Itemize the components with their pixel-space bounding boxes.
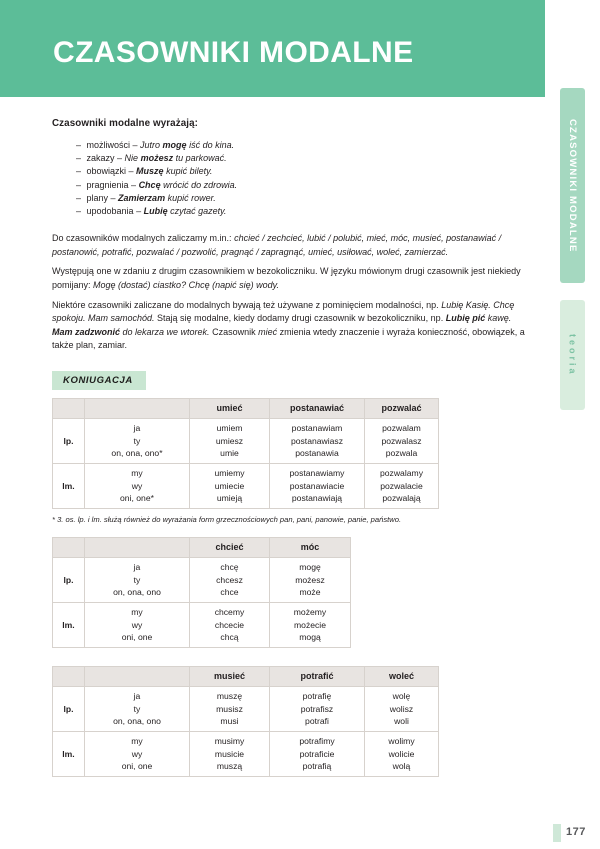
p1-lead: Do czasowników modalnych zaliczamy m.in.: [52,233,235,244]
dash-marker: – [76,192,82,203]
conjugation-cell [365,418,439,463]
pronoun: ty [133,435,141,446]
table-header-blank [85,666,190,686]
verb-form: pozwala [385,448,418,459]
p3-example-modal-1-rest: kawę. [485,313,512,324]
verb-form: pozwalamy [380,468,423,479]
verb-form: możemy [293,607,327,618]
verb-form: wolisz [389,703,414,714]
example-suffix: tu parkować. [173,153,227,164]
verb-form: może [299,587,321,598]
conjugation-cell [270,418,365,463]
verb-form: postanawiacie [289,480,345,491]
table-row [53,686,439,731]
page-title: CZASOWNIKI MODALNE [53,36,414,69]
verb-form: musimy [214,736,245,747]
conjugation-cell [190,463,270,508]
table-header-verb: potrafić [270,666,365,686]
table-row [53,731,439,776]
verb-form: wolą [392,761,411,772]
verb-form: umiem [216,423,243,434]
verb-form: pozwalacie [380,480,423,491]
conjugation-cell [190,686,270,731]
example-modal-verb: Chcę [138,179,161,190]
verb-form: postanawiamy [289,468,345,479]
paragraph-modality-notes [52,299,527,353]
example-modal-verb: Zamierzam [118,192,166,203]
example-suffix: wrócić do zdrowia. [160,179,238,190]
modal-usage-label: plany – [84,192,119,203]
pronoun: ty [133,574,141,585]
number-label-cell: lp. [53,557,85,602]
modal-usage-item [52,139,527,152]
number-label-cell: lp. [53,686,85,731]
pronoun: on, ona, ono [113,587,161,598]
conjugation-cell [190,418,270,463]
conjugation-cell [190,731,270,776]
pronoun: ty [133,703,141,714]
table-header-verb: postanawiać [270,398,365,418]
conjugation-cell [270,602,351,647]
main-content [52,118,527,795]
example-prefix: Jutro [140,140,163,150]
conjugation-cell [270,731,365,776]
pronoun: my [131,736,143,747]
pronoun: my [131,468,143,479]
sidebar-tab-section[interactable] [560,300,585,410]
pronoun: my [131,607,143,618]
conjugation-cell [190,557,270,602]
table-row [53,463,439,508]
verb-form: musisz [216,703,243,714]
conjugation-cell [365,731,439,776]
verb-form: umie [220,448,239,459]
table-chciec [52,537,351,648]
conjugation-tables [52,398,527,795]
conjugation-cell [365,686,439,731]
p3-mid: Stają się modalne, kiedy dodamy drugi czasownik w bezokoliczniku, np. [154,313,446,324]
pronoun: on, ona, ono* [111,448,163,459]
example-modal-verb: Lubię [143,206,168,217]
verb-form: możesz [295,574,325,585]
p3-example-modal-2: Mam zadzwonić [52,326,121,337]
table-header-blank [53,398,85,418]
table-header-row [53,666,439,686]
verb-form: potraficie [299,748,335,759]
verb-form: muszę [216,691,243,702]
verb-form: chcą [220,632,239,643]
verb-form: postanawiają [291,493,343,504]
p1-verb-list: chcieć / zechcieć, lubić / polubić, mieć, móc, musieć, postanawiać / postanowić, potrafić, pozwalać / pozwolić, pragnąć / zapragnąć, umieć, usiłować, woleć, zamierzać. [52,233,502,257]
verb-form: potrafię [302,691,332,702]
pronoun-cell [85,686,190,731]
verb-form: potrafią [302,761,332,772]
p3-tail-b: zmienia wtedy znaczenie i wyraża konieczność, obowiązek, a także plan, zamiar. [52,326,525,351]
table-row [53,557,351,602]
example-suffix: iść do kina. [186,140,235,150]
pronoun-cell [85,557,190,602]
verb-form: chcesz [216,574,243,585]
modal-usage-item [52,179,527,192]
verb-form: wolimy [388,736,415,747]
pronoun-cell [85,418,190,463]
verb-form: chce [220,587,239,598]
table-header-verb: musieć [190,666,270,686]
dash-marker: – [76,153,82,164]
table-musiec [52,666,439,777]
table-header-verb: umieć [190,398,270,418]
table-header-row [53,398,439,418]
example-modal-verb: mogę [162,140,187,150]
verb-form: chcę [220,562,239,573]
sidebar-tab-section-label: teoria [567,333,578,377]
conjugation-cell [365,463,439,508]
verb-form: umieją [216,493,243,504]
pronoun-cell [85,463,190,508]
number-label-cell: lm. [53,463,85,508]
example-modal-verb: Muszę [136,166,164,177]
p2-lead: Występują one w zdaniu z drugim czasownikiem w bezokoliczniku. W języku mówionym drugi czasownik jest niekiedy pomijany: [52,266,521,290]
page-number: 177 [566,826,586,838]
number-label-cell: lm. [53,602,85,647]
modal-usage-item [52,205,527,218]
intro-heading: Czasowniki modalne wyrażają: [52,118,198,129]
example-suffix: czytać gazety. [167,206,227,217]
verb-form: wolicie [388,748,415,759]
dash-marker: – [76,206,82,217]
verb-form: chcecie [214,619,245,630]
pronoun: ja [133,562,141,573]
verb-form: muszą [216,761,243,772]
pronoun: ja [133,423,141,434]
footer-accent-bar [553,824,561,842]
verb-form: pozwalasz [381,435,422,446]
p3-example-nonmodal: Lubię Kasię. Chcę spokoju. Mam samochód. [52,299,515,324]
verb-form: pozwalam [382,423,421,434]
conjugation-cell [190,602,270,647]
table-spacer [52,781,527,795]
modal-usage-item [52,152,527,165]
number-label-cell: lm. [53,731,85,776]
pronoun: wy [131,480,143,491]
example-prefix: Nie [124,153,141,164]
table-footnote: * 3. os. lp. i lm. służą również do wyrażania form grzecznościowych pan, pani, panowie, panie, państwo. [52,514,402,524]
modal-usage-label: zakazy – [84,153,125,164]
pronoun: oni, one [121,761,153,772]
example-suffix: kupić rower. [165,192,216,203]
table-row [53,602,351,647]
verb-form: możecie [294,619,326,630]
modal-usage-label: możliwości – [84,140,141,150]
verb-form: musicie [214,748,245,759]
p3-tail-a: Czasownik [209,326,259,337]
verb-form: potrafimy [299,736,335,747]
table-header-row [53,537,351,557]
pronoun: oni, one* [120,493,154,504]
table-header-verb: chcieć [190,537,270,557]
p3-verb-miec: mieć [258,326,278,337]
number-label-cell: lp. [53,418,85,463]
table-header-verb: woleć [365,666,439,686]
p3-example-modal-1: Lubię pić [445,313,486,324]
verb-form: mogą [299,632,321,643]
pronoun: wy [131,748,143,759]
modal-usage-label: upodobania – [84,206,144,217]
dash-marker: – [76,166,82,177]
dash-marker: – [76,179,82,190]
paragraph-verb-inventory [52,232,527,259]
pronoun: wy [131,619,143,630]
conjugation-cell [270,557,351,602]
p3-example-modal-2-rest: do lekarza we wtorek. [120,326,210,337]
pronoun: oni, one [121,632,153,643]
table-header-blank [85,537,190,557]
verb-form: wolę [392,691,411,702]
sidebar-tab-chapter-label: CZASOWNIKI MODALNE [567,118,578,253]
verb-form: potrafi [305,716,329,727]
example-modal-verb: możesz [140,153,174,164]
sidebar-tab-chapter[interactable] [560,88,585,283]
pronoun: ja [133,691,141,702]
table-header-blank [53,666,85,686]
pronoun-cell [85,602,190,647]
dash-marker: – [76,140,82,150]
modal-usage-item [52,165,527,178]
verb-form: postanawiam [291,423,343,434]
verb-form: umiesz [215,435,244,446]
example-suffix: kupić bilety. [163,166,213,177]
modal-usage-label: obowiązki – [84,166,137,177]
table-header-verb: pozwalać [365,398,439,418]
conjugation-cell [270,463,365,508]
conjugation-cell [270,686,365,731]
verb-form: chcemy [214,607,245,618]
p3-lead: Niektóre czasowniki zaliczane do modalnych bywają też używane z pominięciem modalności, np. [52,299,442,310]
table-spacer [52,652,527,666]
paragraph-infinitive-usage [52,265,527,292]
verb-form: woli [394,716,409,727]
table-row [53,418,439,463]
p2-example: Mogę (dostać) ciastko? Chcę (napić się) wody. [93,280,279,290]
koniugacja-badge: KONIUGACJA [52,371,146,390]
modal-usage-item [52,192,527,205]
table-header-blank [53,537,85,557]
pronoun-cell [85,731,190,776]
verb-form: umiecie [214,480,245,491]
table-header-verb: móc [270,537,351,557]
table-umiec [52,398,439,509]
verb-form: musi [220,716,239,727]
verb-form: umiemy [214,468,245,479]
verb-form: pozwalają [382,493,421,504]
verb-form: postanawiasz [290,435,344,446]
table-header-blank [85,398,190,418]
verb-form: mogę [299,562,321,573]
modal-usage-list [52,139,527,218]
verb-form: postanawia [295,448,339,459]
pronoun: on, ona, ono [113,716,161,727]
verb-form: potrafisz [300,703,334,714]
modal-usage-label: pragnienia – [84,179,139,190]
